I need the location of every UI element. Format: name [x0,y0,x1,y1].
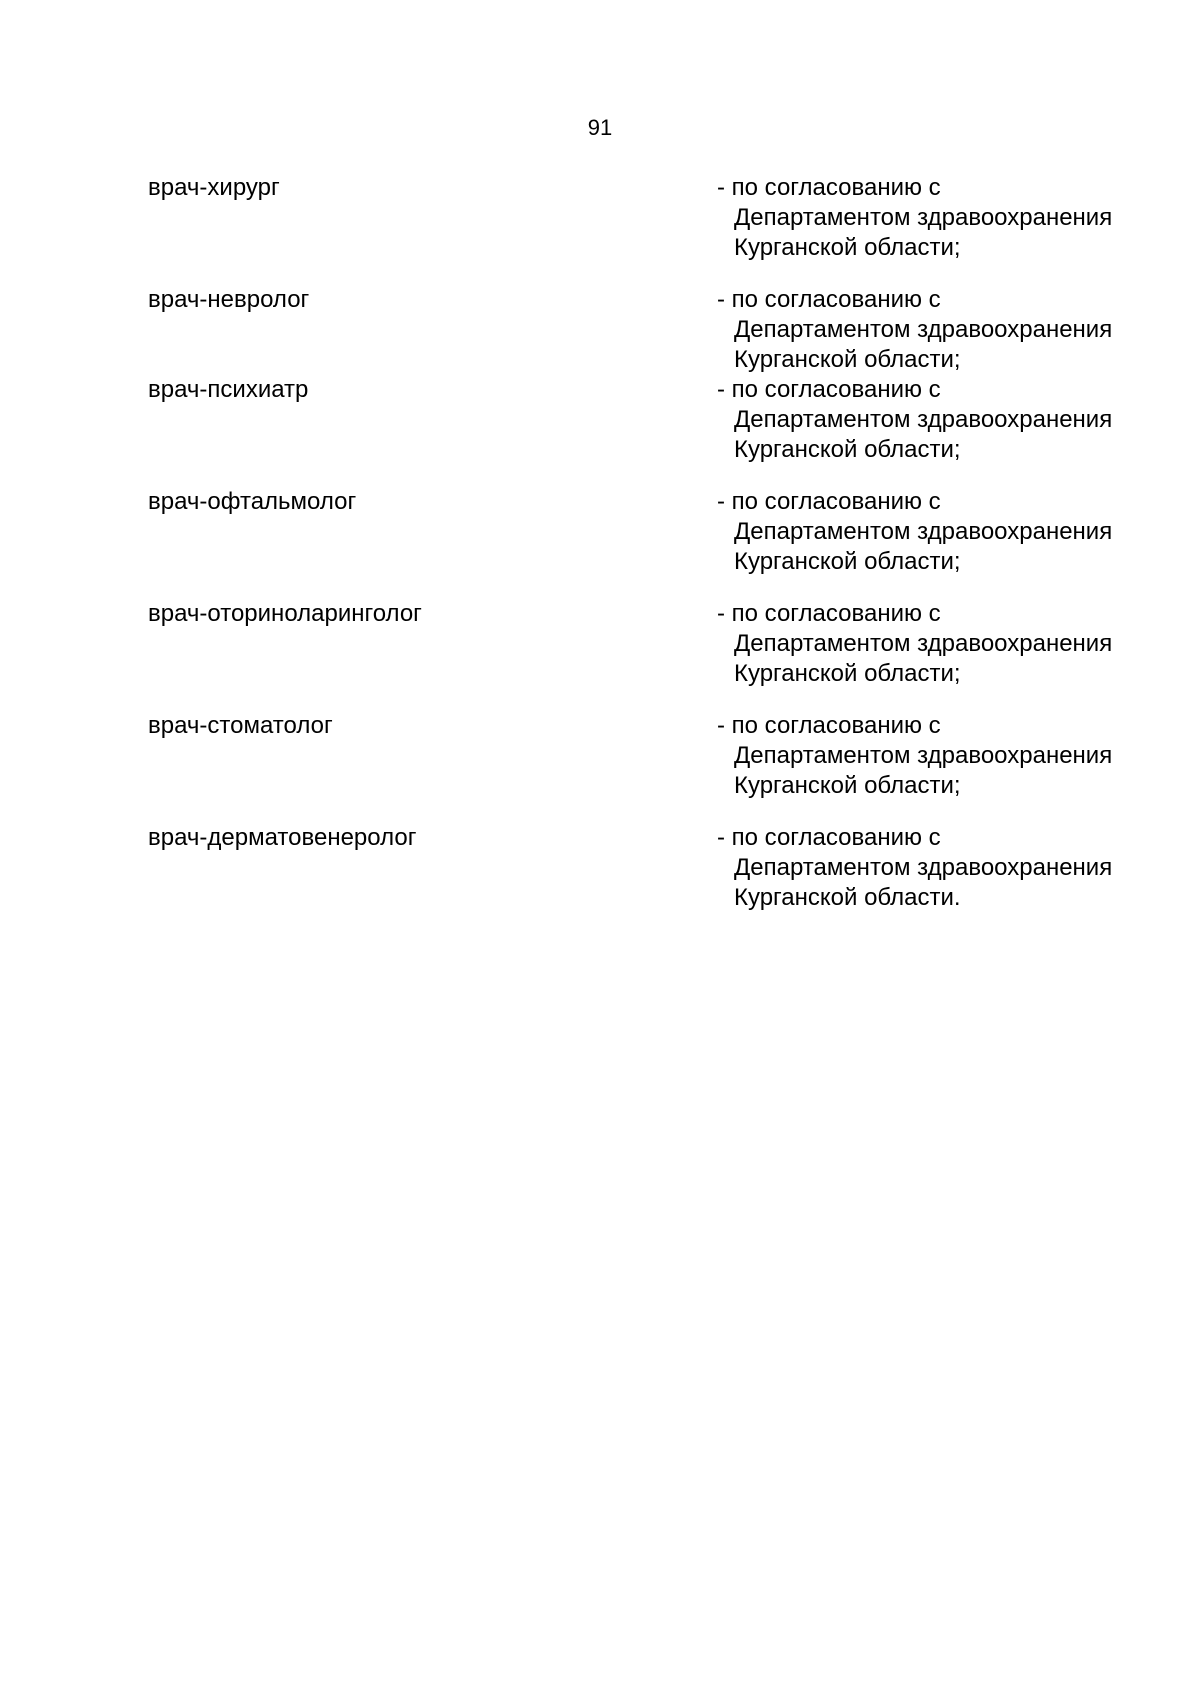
approval-line: - по согласованию с [717,600,941,627]
role-label: врач-офтальмолог [148,488,357,515]
approval-line: - по согласованию с [717,174,941,201]
approval-line: Департаментом здравоохранения [734,316,1113,343]
list-item [0,173,1200,285]
approval-line: - по согласованию с [717,712,941,739]
approval-note [717,375,1112,465]
approval-line: Курганской области; [734,234,961,261]
approval-line: Департаментом здравоохранения [734,854,1113,881]
commission-members-list [0,173,1200,935]
approval-line: Курганской области; [734,548,961,575]
approval-line: - по согласованию с [717,488,941,515]
approval-line: Курганской области. [734,884,961,911]
approval-line: Департаментом здравоохранения [734,204,1113,231]
approval-note [717,711,1112,801]
approval-note [717,487,1112,577]
approval-line: Курганской области; [734,436,961,463]
approval-note [717,599,1112,689]
list-item [0,375,1200,487]
approval-line: - по согласованию с [717,376,941,403]
approval-line: Департаментом здравоохранения [734,518,1113,545]
role-label: врач-дерматовенеролог [148,824,417,851]
approval-line: Курганской области; [734,346,961,373]
page-number: 91 [587,115,613,140]
approval-line: - по согласованию с [717,286,941,313]
list-item [0,487,1200,599]
list-item [0,285,1200,375]
role-label: врач-невролог [148,286,310,313]
approval-note [717,285,1112,375]
approval-line: Департаментом здравоохранения [734,742,1113,769]
approval-note [717,173,1112,263]
list-item [0,711,1200,823]
approval-line: - по согласованию с [717,824,941,851]
role-label: врач-оториноларинголог [148,600,422,627]
approval-line: Департаментом здравоохранения [734,406,1113,433]
list-item [0,599,1200,711]
approval-line: Курганской области; [734,660,961,687]
approval-line: Департаментом здравоохранения [734,630,1113,657]
approval-line: Курганской области; [734,772,961,799]
role-label: врач-хирург [148,174,280,201]
list-item [0,823,1200,935]
role-label: врач-психиатр [148,376,309,403]
approval-note [717,823,1112,913]
role-label: врач-стоматолог [148,712,333,739]
